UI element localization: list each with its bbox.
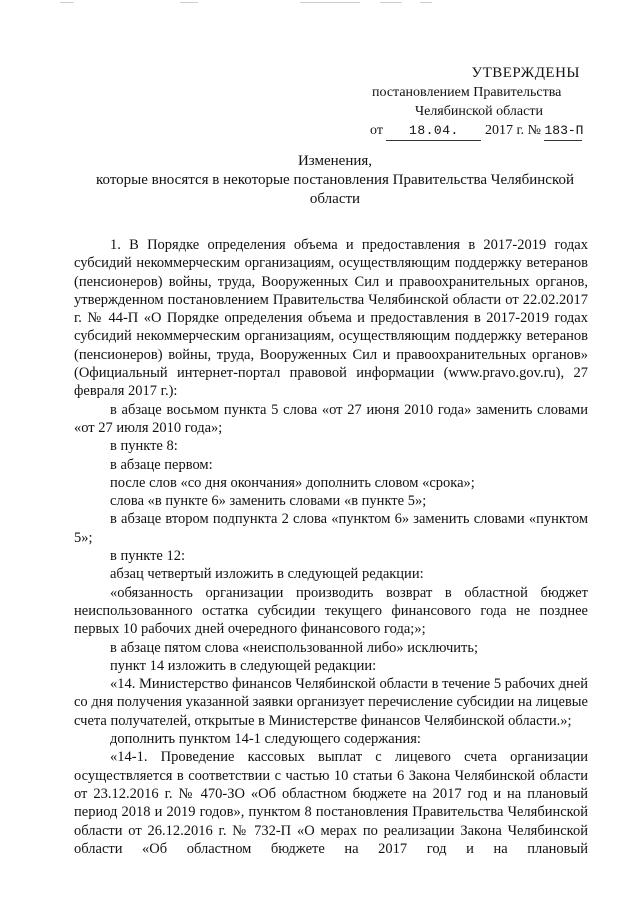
approval-date: 18.04.	[386, 121, 481, 141]
paragraph-9: абзац четвертый изложить в следующей редакции:	[110, 566, 424, 583]
approval-line-region: Челябинской области	[415, 104, 543, 119]
paragraph-10: «обязанность организации производить возврат в областной бюджет неиспользованного остатка субсидии текущего финансового года не позднее первых 10 рабочих дней очередного финансового года;»;	[74, 584, 588, 638]
document-heading	[70, 152, 600, 209]
document-body	[74, 236, 588, 858]
paragraph-2: в абзаце восьмом пункта 5 слова «от 27 июня 2010 года» заменить словами «от 27 июля 2010 года»;	[74, 401, 588, 436]
approval-from-label: от	[370, 123, 383, 138]
paragraph-13: «14. Министерство финансов Челябинской области в течение 5 рабочих дней со дня получения указанной заявки организует перечисление субсидии на лицевые счета получателей, открытые в Министерстве финансов Челябинской области.»;	[74, 676, 588, 729]
approval-number: 183-П	[544, 121, 582, 141]
approval-block	[360, 64, 610, 141]
paragraph-14: дополнить пунктом 14-1 следующего содержания:	[110, 731, 421, 748]
paragraph-15: «14-1. Проведение кассовых выплат с лицевого счета организации осуществляется в соответствии с частью 10 статьи 6 Закона Челябинской области от 23.12.2016 г. № 470-ЗО «Об областном бюджете на 2017 год и на плановый период 2018 и 2019 годов», пунктом 8 постановления Правительства Челябинской области от 26.12.2016 г. № 732-П «О мерах по реализации Закона Челябинской области «Об областном бюджете на 2017 год и на плановый	[74, 749, 588, 857]
scan-artifacts	[60, 2, 480, 8]
paragraph-11: в абзаце пятом слова «неиспользованной либо» исключить;	[110, 639, 478, 656]
approval-year-text: 2017 г. №	[484, 123, 541, 138]
heading-line-2: которые вносятся в некоторые постановления Правительства Челябинской	[96, 172, 574, 188]
paragraph-1: 1. В Порядке определения объема и предоставления в 2017-2019 годах субсидий некоммерческим организациям, осуществляющим поддержку ветеранов (пенсионеров) войны, труда, Вооруженных Сил и правоохранительных органов, утвержденном постановлением Правительства Челябинской области от 22.02.2017 г. № 44-П «О Порядке определения объема и предоставления в 2017-2019 годах субсидий некоммерческим организациям, осуществляющим поддержку ветеранов (пенсионеров) войны, труда, Вооруженных Сил и правоохранительных органов» (Официальный интернет-портал правовой информации (www.pravo.gov.ru), 27 февраля 2017 г.):	[74, 237, 588, 400]
paragraph-3: в пункте 8:	[110, 438, 178, 455]
paragraph-8: в пункте 12:	[110, 548, 186, 565]
heading-line-1: Изменения,	[297, 153, 373, 169]
paragraph-7: в абзаце втором подпункта 2 слова «пунктом 6» заменить словами «пунктом 5»;	[74, 511, 588, 546]
paragraph-4: в абзаце первом:	[110, 456, 213, 473]
heading-line-3: области	[309, 191, 361, 207]
approval-line-government: постановлением Правительства	[372, 85, 562, 100]
approval-date-line	[360, 121, 610, 141]
paragraph-6: слова «в пункте 6» заменить словами «в пункте 5»;	[110, 493, 427, 510]
paragraph-5: после слов «со дня окончания» дополнить словом «срока»;	[110, 474, 475, 491]
approval-title: УТВЕРЖДЕНЫ	[471, 65, 580, 81]
paragraph-12: пункт 14 изложить в следующей редакции:	[110, 657, 377, 674]
